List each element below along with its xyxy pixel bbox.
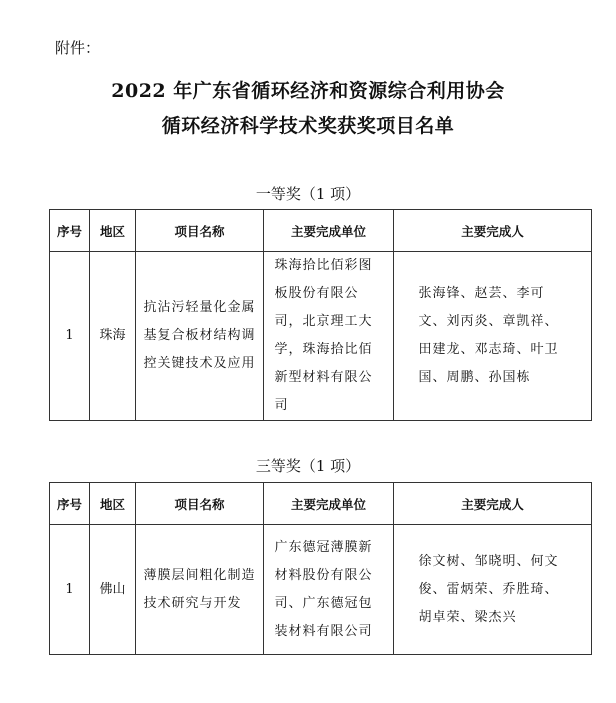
header-seq: 序号 bbox=[50, 210, 90, 252]
cell-unit: 珠海拾比佰彩图板股份有限公司，北京理工大学，珠海拾比佰新型材料有限公司 bbox=[264, 252, 394, 421]
cell-region: 佛山 bbox=[90, 525, 136, 655]
section-label-first-prize: 一等奖（1 项） bbox=[255, 185, 361, 203]
cell-people: 张海锋、赵芸、李可文、刘丙炎、章凯祥、田建龙、邓志琦、叶卫国、周鹏、孙国栋 bbox=[394, 252, 592, 421]
document-title-line-1: 2022 年广东省循环经济和资源综合利用协会 bbox=[111, 80, 505, 102]
header-unit: 主要完成单位 bbox=[264, 483, 394, 525]
attachment-label: 附件： bbox=[55, 39, 101, 57]
cell-unit: 广东德冠薄膜新材料股份有限公司、广东德冠包装材料有限公司 bbox=[264, 525, 394, 655]
header-people: 主要完成人 bbox=[394, 210, 592, 252]
header-people: 主要完成人 bbox=[394, 483, 592, 525]
header-region: 地区 bbox=[90, 483, 136, 525]
cell-project: 薄膜层间粗化制造技术研究与开发 bbox=[136, 525, 264, 655]
header-region: 地区 bbox=[90, 210, 136, 252]
first-prize-table bbox=[49, 209, 592, 421]
section-label-third-prize: 三等奖（1 项） bbox=[255, 457, 361, 475]
cell-project: 抗沾污轻量化金属基复合板材结构调控关键技术及应用 bbox=[136, 252, 264, 421]
table-header-row bbox=[50, 210, 592, 252]
header-project: 项目名称 bbox=[136, 210, 264, 252]
table-row bbox=[50, 525, 592, 655]
header-seq: 序号 bbox=[50, 483, 90, 525]
cell-seq: 1 bbox=[50, 252, 90, 421]
header-unit: 主要完成单位 bbox=[264, 210, 394, 252]
cell-seq: 1 bbox=[50, 525, 90, 655]
cell-region: 珠海 bbox=[90, 252, 136, 421]
document-title-line-2: 循环经济科学技术奖获奖项目名单 bbox=[161, 115, 455, 137]
cell-people: 徐文树、邹晓明、何文俊、雷炳荣、乔胜琦、胡卓荣、梁杰兴 bbox=[394, 525, 592, 655]
third-prize-table bbox=[49, 482, 592, 655]
header-project: 项目名称 bbox=[136, 483, 264, 525]
table-header-row bbox=[50, 483, 592, 525]
table-row bbox=[50, 252, 592, 421]
